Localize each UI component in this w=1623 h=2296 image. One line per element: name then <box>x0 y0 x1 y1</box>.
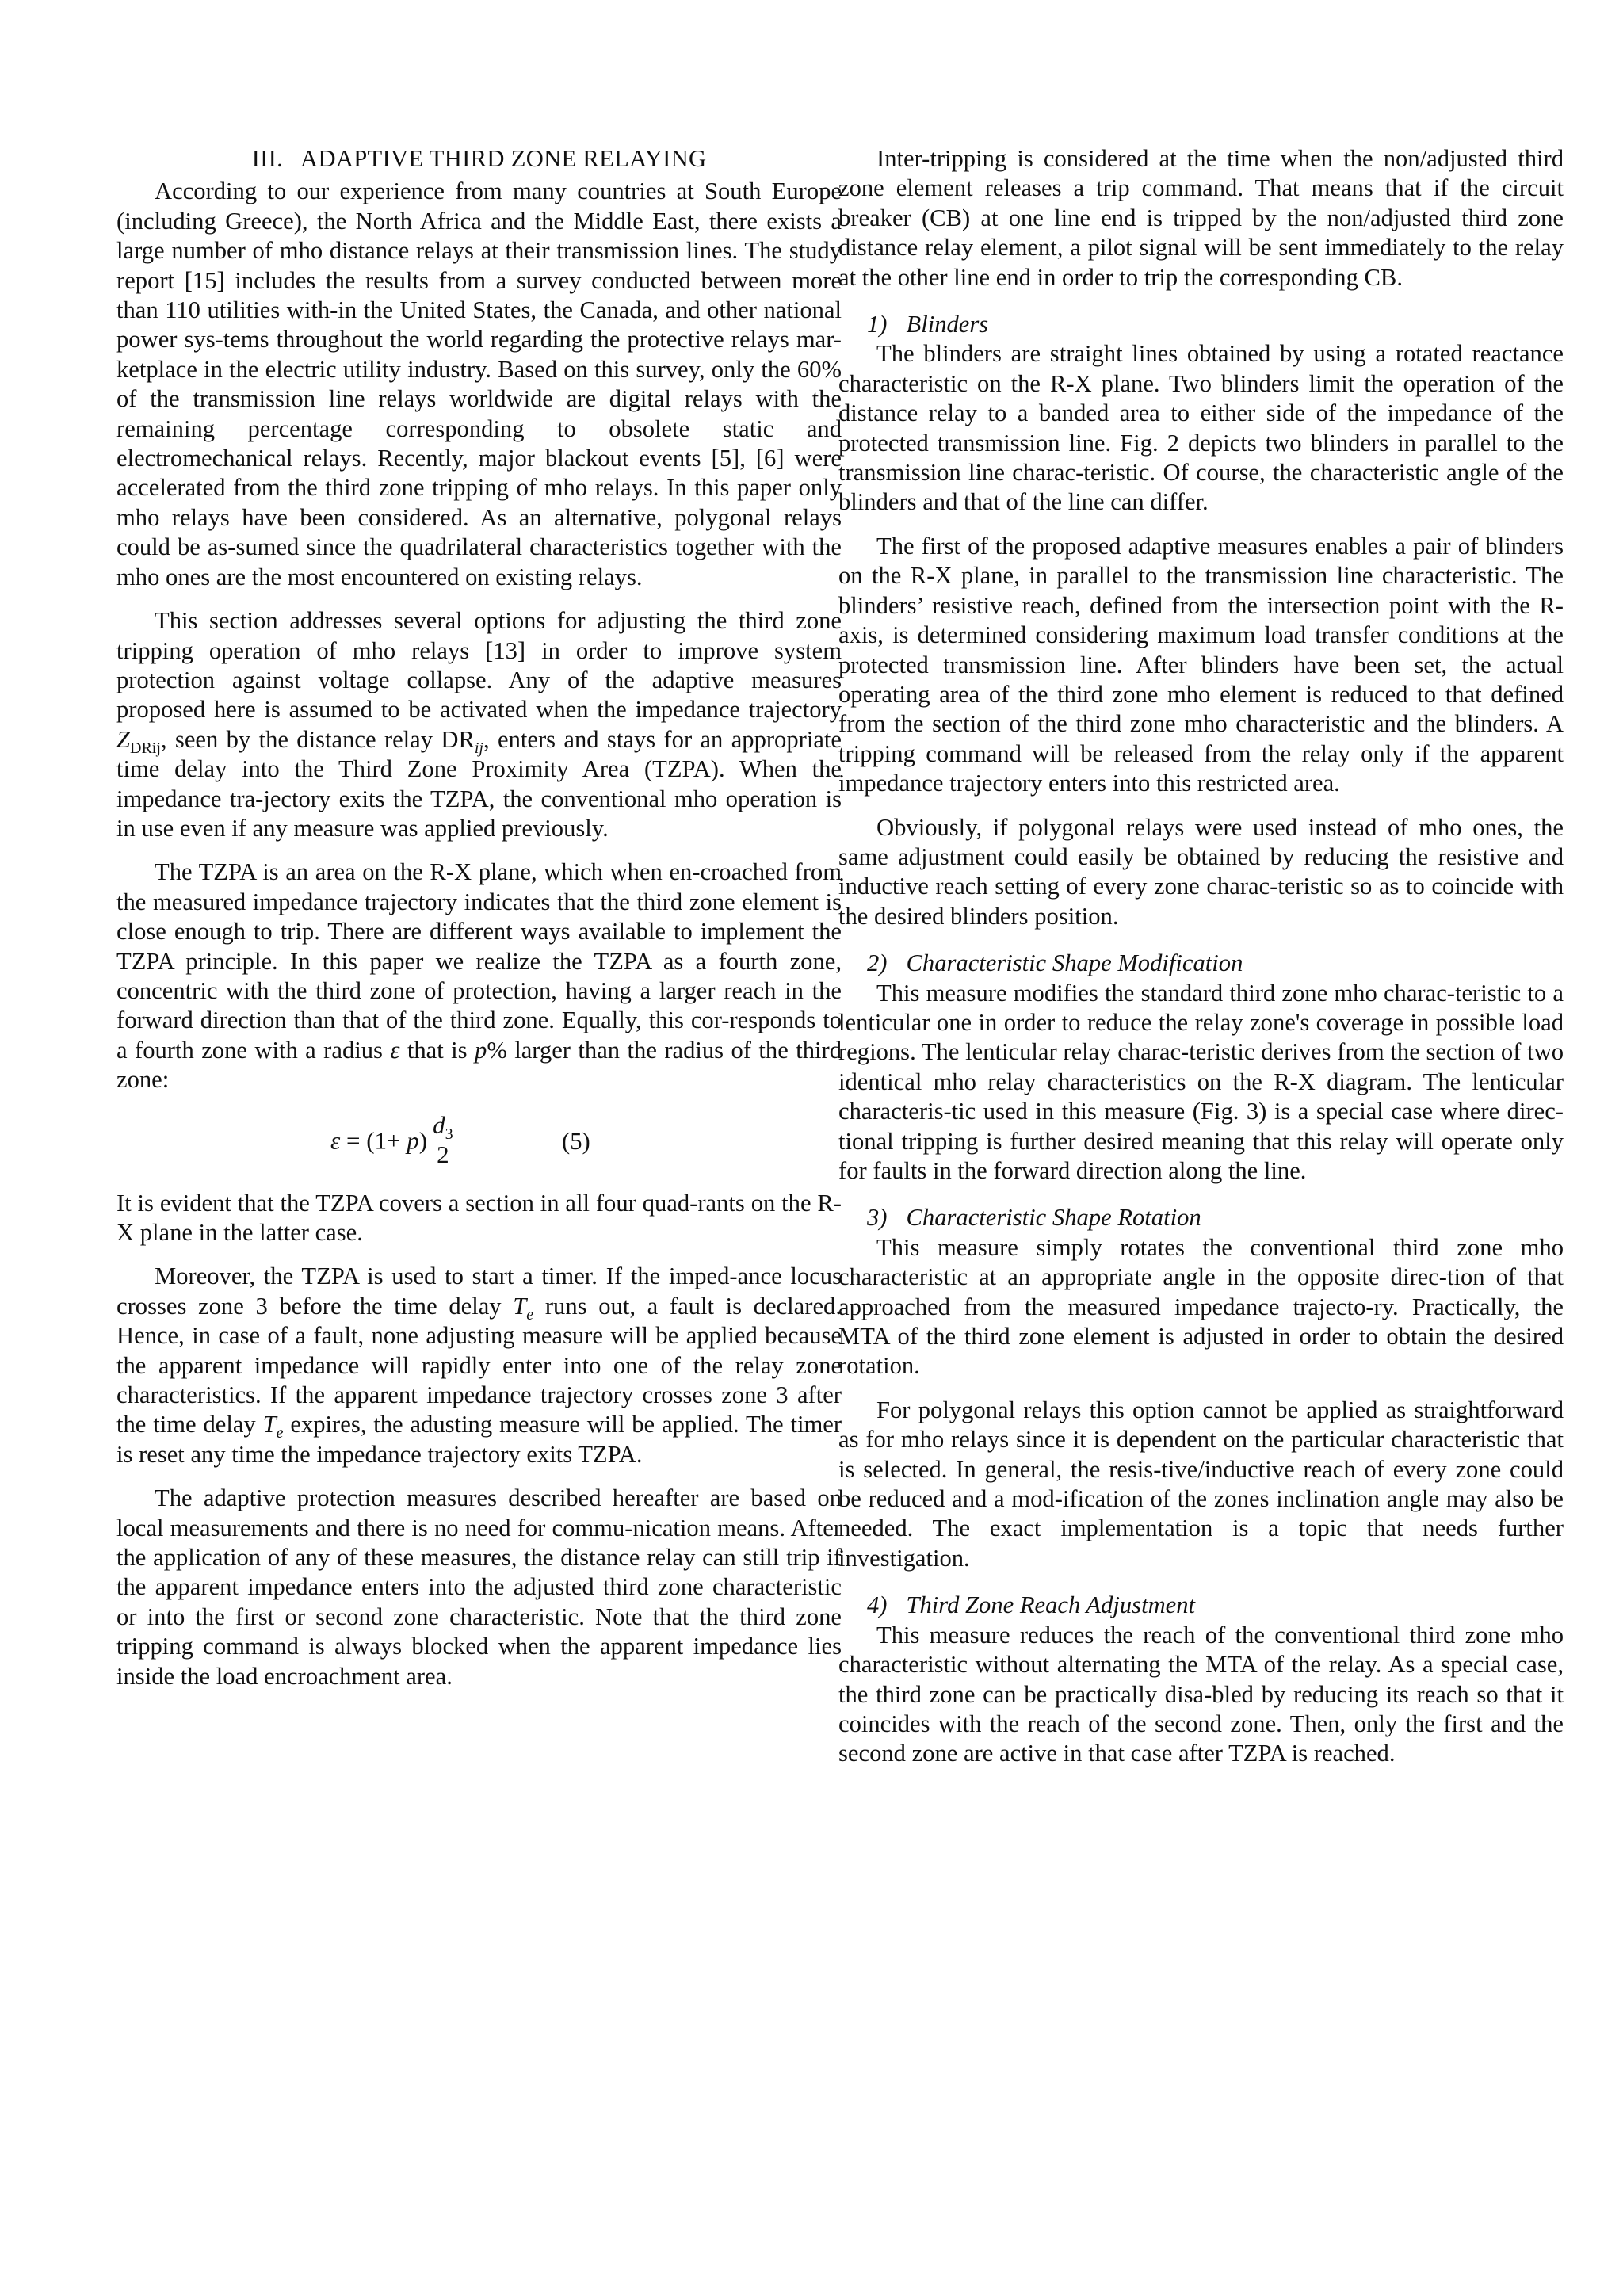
paragraph: Obviously, if polygonal relays were used instead of mho ones, the same adjustment could easily be obtained by reducing the resistive and inductive reach setting of every zone charac-teristic so as to coincide with the desired blinders position. <box>838 813 1564 930</box>
paragraph: The TZPA is an area on the R-X plane, which when en-croached from the measured impedance trajectory indicates that the third zone element is close enough to trip. There are different ways available to implement the TZPA principle. In this paper we realize the TZPA as a fourth zone, concentric with the third zone of protection, having a larger reach in the forward direction than that of the third zone. Equally, this cor-responds to a fourth zone with a radius ε that is p% larger than the radius of the third zone: <box>116 858 842 1094</box>
section-title-text: ADAPTIVE THIRD ZONE RELAYING <box>300 145 707 172</box>
paragraph: It is evident that the TZPA covers a section in all four quad-rants on the R-X plane in the latter case. <box>116 1189 842 1246</box>
paragraph: This section addresses several options for adjusting the third zone tripping operation of mho relays [13] in order to improve system protection against voltage collapse. Any of the adaptive measures proposed here is assumed to be activated when the impedance trajectory $Z_{DRij}$, seen by the distance relay $DR_{ij}$, enters and stays for an appropriate time delay into the Third Zone Proximity Area (TZPA). When the impedance tra-jectory exits the TZPA, the conventional mho operation is in use even if any measure was applied previously. <box>116 607 842 842</box>
paragraph: This measure reduces the reach of the conventional third zone mho characteristic without alternating the MTA of the relay. As a special case, the third zone can be practically disa-bled by reducing its reach so that it coincides with the reach of the second zone. Then, only the first and the second zone are active in that case after TZPA is reached. <box>838 1621 1564 1767</box>
right-column <box>838 144 1564 1769</box>
paragraph: This measure simply rotates the conventional third zone mho characteristic at an appropriate angle in the opposite direc-tion of that approached from the measured impedance trajecto-ry. Practically, the MTA of the third zone element is adjusted in order to obtain the desired rotation. <box>838 1233 1564 1380</box>
equation-number: (5) <box>562 1127 590 1155</box>
equation-body: ε = (1+ p) $\frac{d_3}{2}$ <box>330 1114 456 1172</box>
subsection-heading-reach-adjustment: 4) Third Zone Reach Adjustment <box>867 1591 1196 1619</box>
left-column <box>116 144 842 1691</box>
paragraph: Inter-tripping is considered at the time when the non/adjusted third zone element releases a trip command. That means that if the circuit breaker (CB) at one line end is tripped by the non/adjusted third zone distance relay element, a pilot signal will be sent immediately to the relay at the other line end in order to trip the corresponding CB. <box>838 145 1564 291</box>
paragraph: Moreover, the TZPA is used to start a timer. If the imped-ance locus crosses zone 3 before the time delay $T_e$ runs out, a fault is declared. Hence, in case of a fault, none adjusting measure will be applied because the apparent impedance will rapidly enter into one of the relay zone characteristics. If the apparent impedance trajectory crosses zone 3 after the time delay $T_e$ expires, the adusting measure will be applied. The timer is reset any time the impedance trajectory exits TZPA. <box>116 1263 842 1468</box>
paragraph: The first of the proposed adaptive measures enables a pair of blinders on the R-X plane, in parallel to the transmission line characteristic. The blinders’ resistive reach, defined from the intersection point with the R-axis, is determined considering maximum load transfer conditions at the protected transmission line. After blinders have been set, the actual operating area of the third zone mho element is reduced to that defined from the section of the third zone mho characteristic and the blinders. A tripping command will be released from the relay only if the apparent impedance trajectory enters into this restricted area. <box>838 532 1564 797</box>
section-number: III. <box>251 145 284 172</box>
subsection-heading-shape-modification: 2) Characteristic Shape Modification <box>867 949 1243 977</box>
subsection-heading-blinders: 1) Blinders <box>867 311 989 338</box>
paragraph: For polygonal relays this option cannot be applied as straightforward as for mho relays since it is dependent on the particular characteristic that is selected. In general, the resis-tive/inductive reach of every zone could be reduced and a mod-ification of the zones inclination angle may also be needed. The exact implementation is a topic that needs further investigation. <box>838 1396 1564 1572</box>
paragraph: According to our experience from many countries at South Europe (including Greece), the North Africa and the Middle East, there exists a large number of mho distance relays at their transmission lines. The study report [15] includes the results from a survey conducted between more than 110 utilities with-in the United States, the Canada, and other national power sys-tems throughout the world regarding the protective relays mar-ketplace in the electric utility industry. Based on this survey, only the 60% of the transmission line relays worldwide are digital relays with the remaining percentage corresponding to obsolete static and electromechanical relays. Recently, major blackout events [5], [6] were accelerated from the third zone tripping of mho relays. In this paper only mho relays have been considered. As an alternative, polygonal relays could be as-sumed since the quadrilateral characteristics together with the mho ones are the most encountered on existing relays. <box>116 178 842 590</box>
equation-fraction: $\frac{d_3}{2}$ <box>430 1111 456 1169</box>
paragraph: The blinders are straight lines obtained by using a rotated reactance characteristic on the R-X plane. Two blinders limit the operation of the distance relay to a banded area to either side of the impedance of the protected transmission line. Fig. 2 depicts two blinders in parallel to the transmission line charac-teristic. Of course, the characteristic angle of the blinders and that of the line can differ. <box>838 340 1564 516</box>
section-title <box>116 144 842 174</box>
paragraph: The adaptive protection measures described hereafter are based on local measurements and there is no need for commu-nication means. After the application of any of these measures, the distance relay can still trip if the apparent impedance enters into the adjusted third zone characteristic or into the first or second zone characteristic. Note that the third zone tripping command is always blocked when the apparent impedance lies inside the load encroachment area. <box>116 1484 842 1690</box>
subsection-heading-shape-rotation: 3) Characteristic Shape Rotation <box>867 1204 1201 1232</box>
paragraph: This measure modifies the standard third zone mho charac-teristic to a lenticular one in order to reduce the relay zone's coverage in possible load regions. The lenticular relay charac-teristic derives from the section of two identical mho relay characteristics on the R-X diagram. The lenticular characteris-tic used in this measure (Fig. 3) is a special case where direc-tional tripping is further desired meaning that this relay will operate only for faults in the forward direction along the line. <box>838 979 1564 1184</box>
equation-5 <box>116 1108 842 1181</box>
